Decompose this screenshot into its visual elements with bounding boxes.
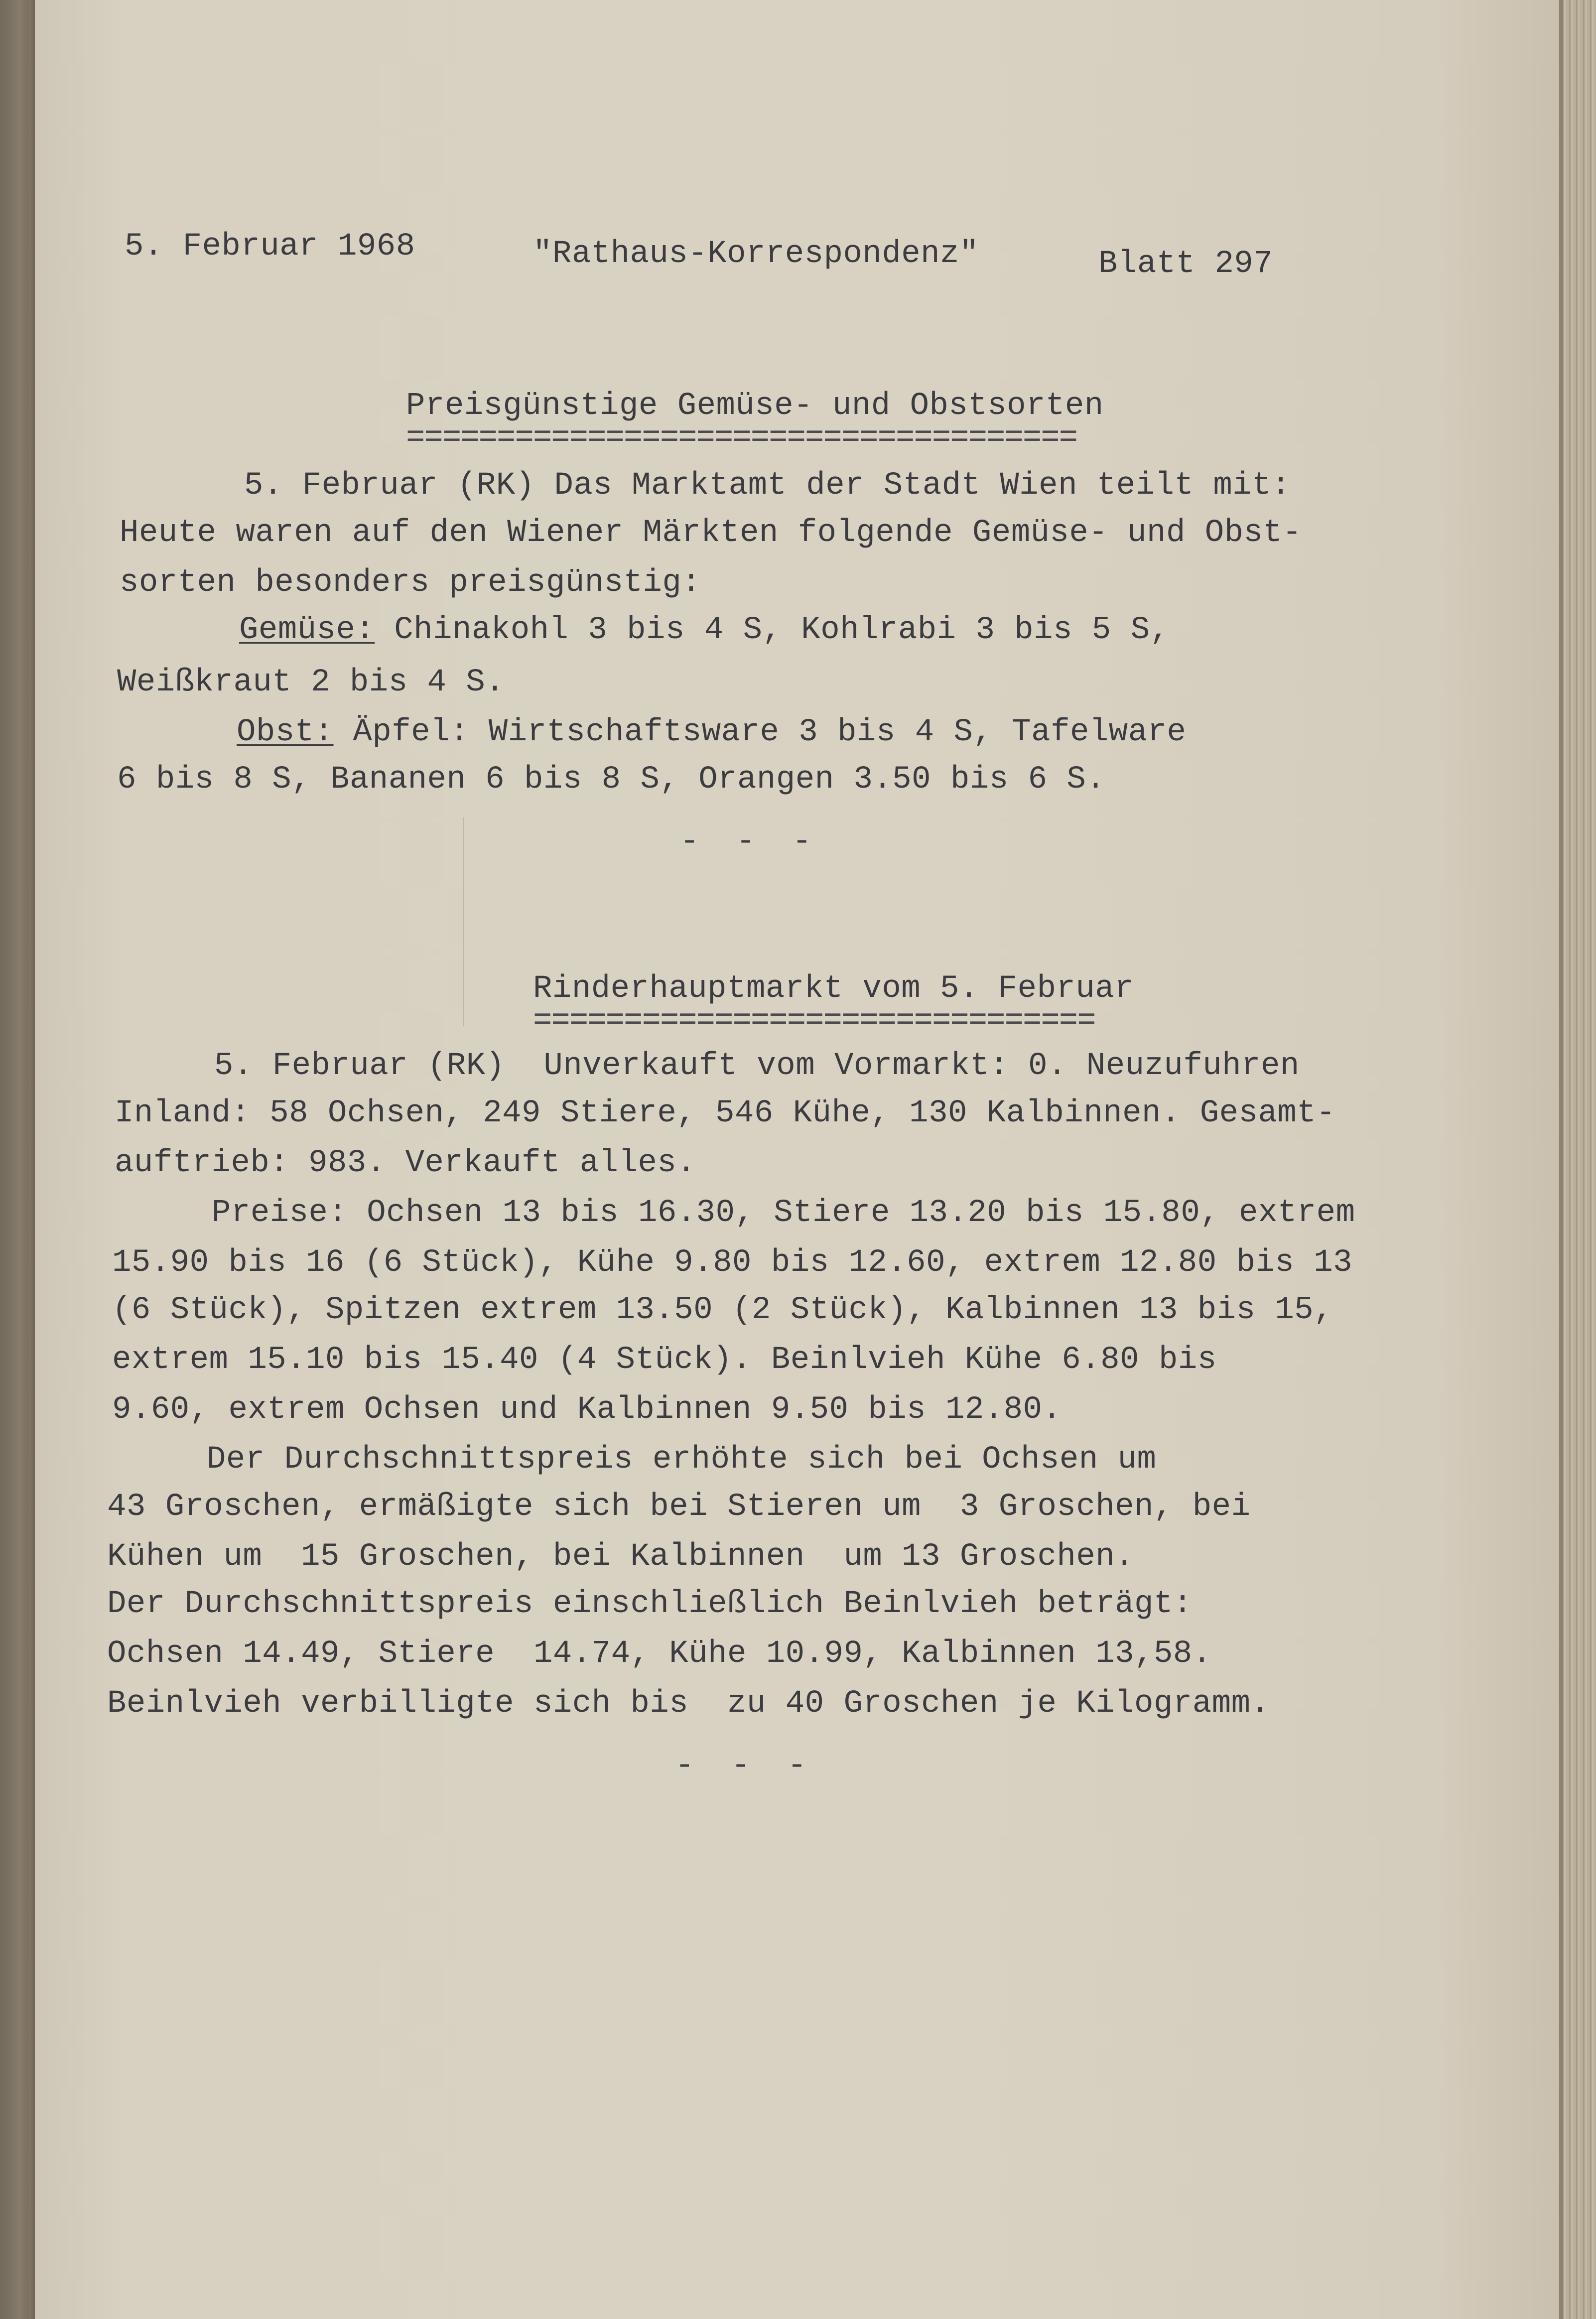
article2-line-4: Preise: Ochsen 13 bis 16.30, Stiere 13.20 bis 15.80, extrem (212, 1195, 1355, 1231)
article2-title: Rinderhauptmarkt vom 5. Februar (533, 971, 1134, 1007)
article2-line-7: extrem 15.10 bis 15.40 (4 Stück). Beinlvieh Kühe 6.80 bis (112, 1342, 1217, 1378)
vegetables-line-1 (239, 610, 1170, 650)
header-sheet-number: Blatt 297 (1098, 246, 1273, 282)
header-date: 5. Februar 1968 (125, 229, 415, 265)
vegetables-label: Gemüse: (239, 612, 375, 648)
facing-page-edge (0, 0, 35, 2319)
fruit-prices: Äpfel: Wirtschaftsware 3 bis 4 S, Tafelware (333, 714, 1187, 750)
article2-line-6: (6 Stück), Spitzen extrem 13.50 (2 Stück), Kalbinnen 13 bis 15, (112, 1292, 1333, 1328)
paper-crease (463, 817, 464, 1026)
article1-line-1: 5. Februar (RK) Das Marktamt der Stadt Wien teilt mit: (244, 468, 1291, 504)
fruit-line-1 (237, 712, 1186, 752)
article2-line-3: auftrieb: 983. Verkauft alles. (115, 1145, 696, 1181)
fruit-label: Obst: (237, 714, 334, 750)
article2-line-12: Der Durchschnittspreis einschließlich Beinlvieh beträgt: (107, 1586, 1193, 1622)
article2-separator: - - - (675, 1748, 816, 1784)
article1-separator: - - - (680, 824, 821, 860)
article2-line-14: Beinlvieh verbilligte sich bis zu 40 Groschen je Kilogramm. (107, 1686, 1270, 1722)
article2-line-11: Kühen um 15 Groschen, bei Kalbinnen um 13 Groschen. (107, 1539, 1135, 1575)
vegetables-line-2: Weißkraut 2 bis 4 S. (117, 665, 505, 700)
article1-title-underline: ===================================== (406, 420, 1077, 456)
article2-line-9: Der Durchschnittspreis erhöhte sich bei Ochsen um (207, 1442, 1157, 1478)
article2-line-1: 5. Februar (RK) Unverkauft vom Vormarkt: 0. Neuzufuhren (214, 1048, 1300, 1084)
article2-title-underline: =============================== (533, 1003, 1095, 1039)
article2-line-5: 15.90 bis 16 (6 Stück), Kühe 9.80 bis 12.60, extrem 12.80 bis 13 (112, 1245, 1352, 1281)
vegetables-prices: Chinakohl 3 bis 4 S, Kohlrabi 3 bis 5 S, (375, 612, 1170, 648)
page-stack-edges (1559, 0, 1596, 2319)
article1-line-2: Heute waren auf den Wiener Märkten folgende Gemüse- und Obst- (120, 515, 1302, 551)
article1-line-3: sorten besonders preisgünstig: (120, 565, 701, 601)
article2-line-2: Inland: 58 Ochsen, 249 Stiere, 546 Kühe, 130 Kalbinnen. Gesamt- (115, 1095, 1336, 1131)
fruit-line-2: 6 bis 8 S, Bananen 6 bis 8 S, Orangen 3.50 bis 6 S. (117, 762, 1106, 798)
header-publication: "Rathaus-Korrespondenz" (533, 236, 979, 272)
article2-line-10: 43 Groschen, ermäßigte sich bei Stieren um 3 Groschen, bei (107, 1489, 1251, 1525)
article1-title: Preisgünstige Gemüse- und Obstsorten (406, 388, 1104, 424)
article2-line-13: Ochsen 14.49, Stiere 14.74, Kühe 10.99, Kalbinnen 13,58. (107, 1636, 1212, 1672)
article2-line-8: 9.60, extrem Ochsen und Kalbinnen 9.50 bis 12.80. (112, 1392, 1062, 1428)
